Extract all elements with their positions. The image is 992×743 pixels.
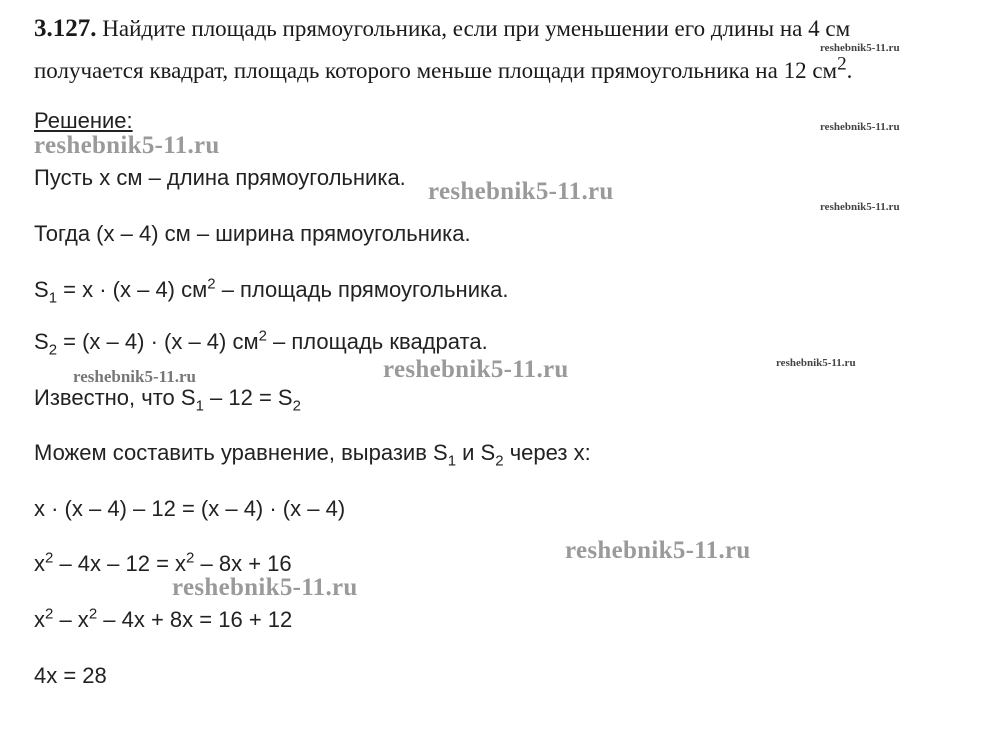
equation-intro: Можем составить уравнение, выразив S bbox=[34, 440, 448, 465]
problem-text-sup: 2 bbox=[837, 53, 847, 75]
eq9-sup2: 2 bbox=[88, 605, 98, 623]
problem-statement-line1 bbox=[34, 16, 850, 41]
s1-description: – площадь прямоугольника. bbox=[215, 277, 509, 302]
known-sub2: 2 bbox=[292, 397, 301, 415]
s2-symbol: S bbox=[34, 329, 49, 354]
equation-intro-and: и S bbox=[456, 440, 496, 465]
watermark: reshebnik5-11.ru bbox=[565, 537, 751, 564]
watermark: reshebnik5-11.ru bbox=[34, 132, 220, 159]
problem-text-line2: получается квадрат, площадь которого меньше площади прямоугольника на 12 см bbox=[34, 58, 838, 83]
s1-symbol: S bbox=[34, 277, 49, 302]
eq9-c: – 4x + 8x = 16 + 12 bbox=[97, 607, 293, 632]
s1-unit-sup: 2 bbox=[207, 275, 216, 293]
s2-subscript: 2 bbox=[48, 341, 58, 359]
solution-line-9 bbox=[34, 607, 292, 633]
problem-statement-line2 bbox=[34, 53, 853, 83]
watermark: reshebnik5-11.ru bbox=[820, 121, 900, 133]
solution-heading: Решение: bbox=[34, 108, 133, 133]
known-sub1: 1 bbox=[195, 397, 204, 415]
eq9-b: – x bbox=[53, 607, 89, 632]
solution-line-1: Пусть x см – длина прямоугольника. bbox=[34, 165, 406, 190]
watermark: reshebnik5-11.ru bbox=[73, 367, 196, 386]
watermark: reshebnik5-11.ru bbox=[820, 42, 900, 54]
problem-number: 3.127. bbox=[34, 15, 97, 42]
s2-unit-sup: 2 bbox=[258, 327, 267, 345]
eq9-sup1: 2 bbox=[45, 605, 54, 623]
solution-line-10: 4x = 28 bbox=[34, 663, 107, 688]
known-mid: – 12 = S bbox=[203, 385, 293, 410]
problem-text-line1: Найдите площадь прямоугольника, если при уменьшении его длины на 4 см bbox=[102, 16, 851, 41]
s2-description: – площадь квадрата. bbox=[266, 329, 488, 354]
equation-intro-sub1: 1 bbox=[447, 452, 457, 470]
watermark: reshebnik5-11.ru bbox=[428, 178, 614, 205]
watermark: reshebnik5-11.ru bbox=[383, 356, 569, 383]
s2-expression: = (x – 4) · (x – 4) см bbox=[57, 329, 259, 354]
eq8-sup2: 2 bbox=[186, 549, 195, 567]
s1-expression: = x · (x – 4) см bbox=[57, 277, 208, 302]
solution-line-4 bbox=[34, 327, 488, 359]
problem-text-end: . bbox=[846, 58, 853, 83]
eq8-b: – 4x – 12 = x bbox=[53, 551, 187, 576]
eq8-a: x bbox=[34, 551, 45, 576]
watermark: reshebnik5-11.ru bbox=[172, 574, 358, 601]
eq8-sup1: 2 bbox=[45, 549, 54, 567]
solution-line-6 bbox=[34, 440, 591, 470]
solution-line-3 bbox=[34, 275, 509, 307]
s1-subscript: 1 bbox=[48, 289, 58, 307]
watermark: reshebnik5-11.ru bbox=[820, 201, 900, 213]
known-text: Известно, что S bbox=[34, 385, 196, 410]
equation-intro-end: через x: bbox=[503, 440, 591, 465]
eq9-a: x bbox=[34, 607, 45, 632]
solution-line-2: Тогда (x – 4) см – ширина прямоугольника. bbox=[34, 221, 471, 246]
solution-line-7: x · (x – 4) – 12 = (x – 4) · (x – 4) bbox=[34, 496, 346, 521]
equation-intro-sub2: 2 bbox=[495, 452, 504, 470]
solution-line-5 bbox=[34, 385, 301, 415]
eq8-c: – 8x + 16 bbox=[194, 551, 292, 576]
watermark: reshebnik5-11.ru bbox=[776, 357, 856, 369]
